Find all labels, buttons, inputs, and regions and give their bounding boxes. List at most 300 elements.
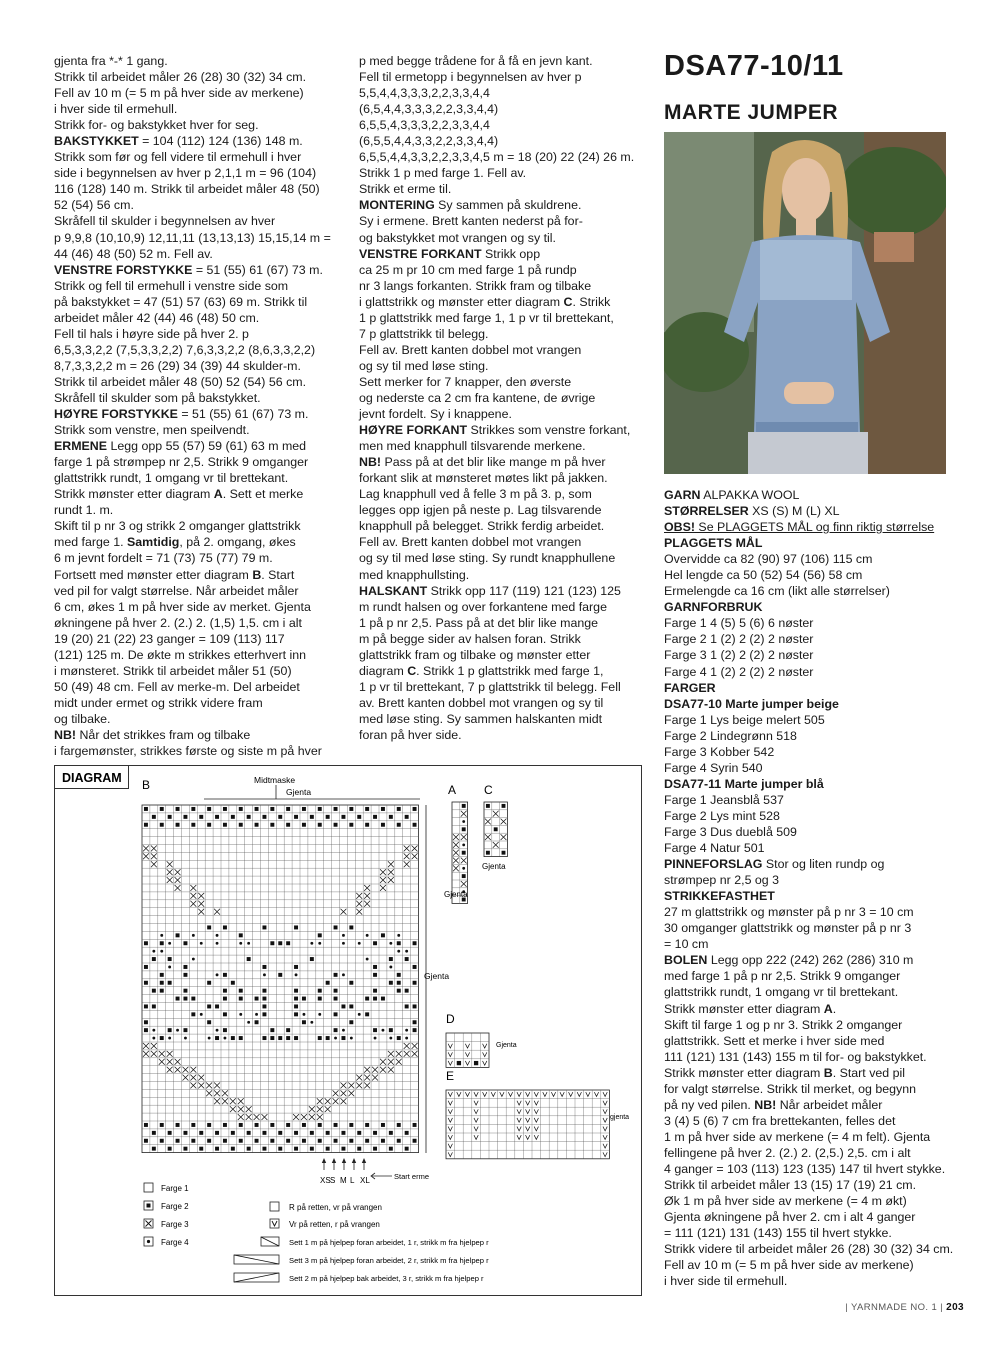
size-label-m: M — [340, 1176, 347, 1185]
text-run: farge 1 på strømpep nr 2,5. Strikk 9 omganger — [54, 455, 309, 470]
size-label-xl: XL — [360, 1176, 370, 1185]
text-run: økningene på hver 2. (2.) 2. (1,5) 1,5. cm i alt — [54, 615, 302, 630]
text-run: Se PLAGGETS MÅL og finn riktig størrelse — [694, 520, 935, 535]
text-run: Farge 2 1 (2) 2 (2) 2 nøster — [664, 632, 814, 647]
label-gjenta-top: Gjenta — [286, 787, 312, 797]
col1-line — [54, 518, 344, 534]
col3-line — [664, 1225, 964, 1241]
col1-line — [54, 181, 344, 197]
text-run: Farge 4 1 (2) 2 (2) 2 nøster — [664, 664, 814, 679]
label-b: B — [142, 778, 151, 792]
col3-line — [664, 1209, 964, 1225]
text-run: Strikk som venstre, men speilvendt. — [54, 423, 250, 438]
col3-line — [664, 503, 964, 519]
text-run: Strikk opp 117 (119) 121 (123) 125 — [427, 583, 621, 598]
col2-line — [359, 133, 649, 149]
text-column-1 — [54, 53, 344, 759]
col1-line — [54, 85, 344, 101]
col1-line — [54, 326, 344, 342]
text-run: . Start ved pil — [832, 1065, 906, 1080]
text-run: = 10 cm — [664, 937, 709, 952]
col2-line — [359, 615, 649, 631]
col2-line — [359, 679, 649, 695]
text-run: OBS! — [664, 520, 695, 535]
col3-line — [664, 872, 964, 888]
col2-line — [359, 213, 649, 229]
text-run: FARGER — [664, 680, 716, 695]
col1-line — [54, 310, 344, 326]
col2-line — [359, 165, 649, 181]
col3-line — [664, 952, 964, 968]
text-run: . — [832, 1001, 837, 1016]
text-run: 5,5,4,4,3,3,3,2,2,3,3,4,4 — [359, 86, 490, 101]
text-run: Strikk til arbeidet måler 13 (15) 17 (19) 21 cm. — [664, 1178, 917, 1193]
col3-line — [664, 647, 964, 663]
text-run: 1 på p nr 2,5. Pass på at det blir like mange — [359, 615, 599, 630]
chart-d-grid — [446, 1033, 489, 1067]
text-run: m rundt halsen og over forkantene med farge — [359, 599, 607, 614]
text-run: med farge 1. — [54, 535, 128, 550]
text-run: Strikk mønster etter diagram — [664, 1065, 824, 1080]
col1-line — [54, 502, 344, 518]
col3-line — [664, 1177, 964, 1193]
col2-line — [359, 117, 649, 133]
col1-line — [54, 230, 344, 246]
text-run: , på 2. omgang, økes — [179, 535, 296, 550]
text-run: p med begge trådene for å få en jevn kant. — [359, 54, 593, 68]
text-run: Strikk for- og bakstykket hver for seg. — [54, 118, 259, 133]
col2-line — [359, 85, 649, 101]
text-run: foran på hver side. — [359, 727, 462, 742]
text-run: Overvidde ca 82 (90) 97 (106) 115 cm — [664, 552, 873, 567]
col1-line — [54, 695, 344, 711]
col3-line — [664, 1241, 964, 1257]
text-run: i glattstrikk og mønster etter diagram — [359, 294, 564, 309]
col1-line — [54, 69, 344, 85]
col1-line — [54, 422, 344, 438]
text-run: i hver side til ermehull. — [54, 102, 178, 117]
text-run: Når arbeidet måler — [776, 1097, 883, 1112]
text-run: Strikk 1 p med farge 1. Fell av. — [359, 166, 527, 181]
size-label-xs: XS — [320, 1176, 331, 1185]
label-gjenta-e: gjenta — [610, 1114, 630, 1121]
text-run: . Sett et merke — [222, 487, 304, 502]
text-run: GARN — [664, 488, 701, 502]
text-run: VENSTRE FORKANT — [359, 246, 482, 261]
text-run: gjenta fra *-* 1 gang. — [54, 54, 168, 68]
text-run: Strikk et erme til. — [359, 182, 452, 197]
text-run: knapphull på belegget. Strikk ferdig arbeidet. — [359, 519, 605, 534]
chart-a-grid — [452, 802, 468, 903]
text-run: Farge 4 Syrin 540 — [664, 760, 763, 775]
text-run: 116 (128) 140 m. Strikk til arbeidet måler 48 (50) — [54, 182, 320, 197]
text-run: 6 cm, økes 1 m på hver side av merket. Gjenta — [54, 599, 311, 614]
col1-line — [54, 165, 344, 181]
col2-line — [359, 711, 649, 727]
col3-line — [664, 680, 964, 696]
label-midtmaske: Midtmaske — [254, 775, 296, 785]
text-run: 6,5,3,3,2,2 (7,5,3,3,2,2) 7,6,3,3,2,2 (8,6,3,3,2,2) — [54, 342, 316, 357]
col1-line — [54, 663, 344, 679]
text-run: GARNFORBRUK — [664, 600, 763, 615]
col3-line — [664, 776, 964, 792]
col2-line — [359, 262, 649, 278]
text-run: Pass på at det blir like mange m på hver — [381, 455, 606, 470]
diagram-heading: DIAGRAM — [62, 771, 122, 785]
text-run: NB! — [359, 455, 382, 470]
label-start-erme: Start erme — [394, 1172, 430, 1181]
plant-leaves — [839, 147, 946, 237]
text-run: VENSTRE FORSTYKKE — [54, 262, 193, 277]
text-run: ALPAKKA WOOL — [700, 488, 800, 502]
plant-pot — [874, 232, 914, 262]
text-run: Lag knapphull ved å felle 3 m på 3. p, som — [359, 487, 592, 502]
legend-farge3: Farge 3 — [161, 1220, 189, 1229]
col1-line — [54, 631, 344, 647]
col3-line — [664, 1065, 964, 1081]
text-run: NB! — [54, 727, 77, 742]
text-run: i fargemønster, strikkes første og siste m på hver — [54, 744, 322, 759]
col3-line — [664, 1113, 964, 1129]
col2-line — [359, 438, 649, 454]
chart-e-grid — [446, 1090, 609, 1159]
text-run: B — [823, 1065, 833, 1080]
text-run: Sett merker for 7 knapper, den øverste — [359, 374, 572, 389]
text-run: 19 (20) 21 (22) 23 ganger = 109 (113) 117 — [54, 631, 285, 646]
text-run: Farge 3 Dus dueblå 509 — [664, 824, 797, 839]
col3-line — [664, 920, 964, 936]
text-column-3 — [664, 487, 964, 1289]
col1-line — [54, 583, 344, 599]
col3-line — [664, 888, 964, 904]
text-run: rundt 1. m. — [54, 503, 114, 518]
col1-line — [54, 727, 344, 743]
text-run: Strikk og fell til ermehull i venstre side som — [54, 278, 289, 293]
col3-line — [664, 744, 964, 760]
col3-line — [664, 1097, 964, 1113]
text-run: Farge 4 Natur 501 — [664, 841, 765, 856]
col3-line — [664, 968, 964, 984]
page-footer — [845, 1302, 964, 1313]
col2-line — [359, 454, 649, 470]
text-run: 1 p glattstrikk med farge 1, 1 p vr til brettekant, — [359, 310, 614, 325]
text-run: Gjenta økningene på hver 2. cm i alt 4 ganger — [664, 1210, 916, 1225]
text-run: ca 25 m pr 10 cm med farge 1 på rundp — [359, 262, 577, 277]
size-label-l: L — [350, 1176, 355, 1185]
col3-line — [664, 824, 964, 840]
col3-line — [664, 1081, 964, 1097]
col3-line — [664, 1129, 964, 1145]
text-run: = 51 (55) 61 (67) 73 m. — [192, 262, 323, 277]
col2-line — [359, 518, 649, 534]
text-run: med farge 1 på p nr 2,5. Strikk 9 omganger — [664, 969, 901, 984]
text-run: DSA77-11 Marte jumper blå — [664, 776, 824, 791]
text-run: Farge 1 4 (5) 5 (6) 6 nøster — [664, 616, 814, 631]
text-run: Fell til ermetopp i begynnelsen av hver p — [359, 70, 582, 85]
text-run: BOLEN — [664, 953, 708, 968]
col3-line — [664, 840, 964, 856]
col1-line — [54, 342, 344, 358]
text-run: nr 3 langs forkanten. Strikk fram og tilbake — [359, 278, 592, 293]
label-gjenta-d: Gjenta — [496, 1042, 517, 1049]
text-run: ved pil for valgt størrelse. Når arbeidet måler — [54, 583, 299, 598]
col1-line — [54, 711, 344, 727]
text-run: Farge 3 Kobber 542 — [664, 744, 775, 759]
text-run: Skråfell til skulder i begynnelsen av hver — [54, 214, 276, 229]
text-run: A — [213, 487, 223, 502]
text-run: og tilbake. — [54, 711, 111, 726]
text-run: MONTERING — [359, 198, 435, 213]
col1-line — [54, 101, 344, 117]
text-run: 50 (49) 48 cm. Fell av merke-m. Del arbeidet — [54, 679, 300, 694]
legend-vr-pa-retten: Vr på retten, r på vrangen — [289, 1220, 380, 1229]
col1-line — [54, 567, 344, 583]
text-run: Fortsett med mønster etter diagram — [54, 567, 253, 582]
text-run: 6,5,5,4,4,3,3,2,2,3,3,4,5 m = 18 (20) 22 (24) 26 m. — [359, 150, 635, 165]
text-run: 4 ganger = 103 (113) 123 (135) 147 til hvert stykke. — [664, 1161, 946, 1176]
col2-line — [359, 486, 649, 502]
label-gjenta-a: Gjenta — [444, 890, 468, 899]
chart-b-grid — [142, 805, 419, 1153]
text-run: Ermelengde ca 16 cm (likt alle størrelser) — [664, 584, 890, 599]
col3-line — [664, 1001, 964, 1017]
text-run: med knapphullsting. — [359, 567, 470, 582]
text-run: forkant slik at mønsteret møtes likt på jakken. — [359, 471, 608, 486]
text-run: (6,5,5,4,4,3,3,2,2,3,3,4,4) — [359, 134, 499, 149]
col1-line — [54, 213, 344, 229]
text-run: på bakstykket = 47 (51) 57 (63) 69 m. Strikk til — [54, 294, 308, 309]
col2-line — [359, 599, 649, 615]
col3-line — [664, 760, 964, 776]
col3-line — [664, 792, 964, 808]
col1-line — [54, 438, 344, 454]
col3-line — [664, 599, 964, 615]
text-run: ERMENE — [54, 439, 108, 454]
col2-line — [359, 374, 649, 390]
col1-line — [54, 133, 344, 149]
col2-line — [359, 534, 649, 550]
col3-line — [664, 904, 964, 920]
col2-line — [359, 390, 649, 406]
page-number: 203 — [946, 1302, 964, 1313]
col1-line — [54, 550, 344, 566]
text-run: jevnt fordelt. Sy i knappene. — [359, 407, 512, 422]
col2-line — [359, 647, 649, 663]
text-run: glattstrikk rundt, 1 omgang vr til brettekant. — [54, 471, 289, 486]
text-run: m på begge sider av halsen foran. Strikk — [359, 631, 581, 646]
text-run: (121) 125 m. De økte m strikkes etterhvert inn — [54, 647, 307, 662]
label-a: A — [448, 783, 457, 797]
text-run: XS (S) M (L) XL — [748, 504, 840, 519]
text-run: PINNEFORSLAG — [664, 857, 763, 872]
col2-line — [359, 53, 649, 69]
col2-line — [359, 502, 649, 518]
col1-line — [54, 599, 344, 615]
col2-line — [359, 358, 649, 374]
col3-line — [664, 936, 964, 952]
col2-line — [359, 342, 649, 358]
col3-line — [664, 1257, 964, 1273]
col3-line — [664, 519, 964, 535]
legend-farge2: Farge 2 — [161, 1202, 189, 1211]
text-run: Sy sammen på skuldrene. — [434, 198, 582, 213]
col2-line — [359, 583, 649, 599]
text-run: = 51 (55) 61 (67) 73 m. — [177, 407, 309, 422]
text-run: midt under ermet og strikk videre fram — [54, 695, 263, 710]
text-run: men med knapphull tilsvarende merkene. — [359, 439, 586, 454]
col2-line — [359, 470, 649, 486]
text-run: strømpep nr 2,5 og 3 — [664, 873, 780, 888]
text-run: Skift til p nr 3 og strikk 2 omganger glattstrikk — [54, 519, 301, 534]
legend-sett2: Sett 2 m på hjelpep bak arbeidet, 3 r, strikk m fra hjelpep r — [289, 1274, 484, 1283]
col2-line — [359, 663, 649, 679]
text-run: i mønsteret. Strikk til arbeidet måler 51 (50) — [54, 663, 292, 678]
text-run: på ny ved pilen. — [664, 1097, 755, 1112]
col2-line — [359, 294, 649, 310]
col1-line — [54, 374, 344, 390]
col1-line — [54, 390, 344, 406]
text-run: Øk 1 m på hver side av merkene (= 4 m økt) — [664, 1194, 907, 1209]
text-run: C — [563, 294, 573, 309]
model-arm — [784, 382, 834, 404]
col2-line — [359, 727, 649, 743]
text-run: Farge 2 Lys mint 528 — [664, 808, 780, 823]
size-arrows — [320, 1158, 392, 1185]
col3-line — [664, 1033, 964, 1049]
text-run: Skift til farge 1 og p nr 3. Strikk 2 omganger — [664, 1017, 903, 1032]
text-run: Strikk opp — [481, 246, 541, 261]
col2-line — [359, 149, 649, 165]
text-run: STRIKKEFASTHET — [664, 889, 775, 904]
text-run: glattstrikk rundt, 1 omgang vr til brettekant. — [664, 985, 899, 1000]
text-run: Fell av 10 m (= 5 m på hver side av merkene) — [664, 1258, 914, 1273]
col3-line — [664, 984, 964, 1000]
text-run: A — [823, 1001, 833, 1016]
text-run: Farge 2 Lindegrønn 518 — [664, 728, 797, 743]
text-run: 6 m jevnt fordelt = 71 (73) 75 (77) 79 m. — [54, 551, 273, 566]
col2-line — [359, 326, 649, 342]
text-run: Legg opp 222 (242) 262 (286) 310 m — [707, 953, 914, 968]
text-run: 30 omganger glattstrikk og mønster på p nr 3 — [664, 921, 912, 936]
text-run: Skråfell til skulder som på bakstykket. — [54, 390, 261, 405]
legend-r-pa-retten: R på retten, vr på vrangen — [289, 1203, 382, 1212]
text-run: 7 p glattstrikk til belegg. — [359, 326, 489, 341]
text-run: Fell av. Brett kanten dobbel mot vrangen — [359, 535, 582, 550]
col1-line — [54, 615, 344, 631]
label-gjenta-c: Gjenta — [482, 862, 506, 871]
col1-line — [54, 470, 344, 486]
legend-farge4: Farge 4 — [161, 1238, 189, 1247]
text-run: 27 m glattstrikk og mønster på p nr 3 = 10 cm — [664, 905, 914, 920]
text-run: Strikk til arbeidet måler 48 (50) 52 (54) 56 cm. — [54, 374, 307, 389]
col2-line — [359, 310, 649, 326]
text-run: PLAGGETS MÅL — [664, 536, 763, 551]
text-run: 111 (121) 131 (143) 155 m til for- og bakstykket. — [664, 1049, 927, 1064]
legend-farge1: Farge 1 — [161, 1184, 189, 1193]
col2-line — [359, 278, 649, 294]
text-run: . Start — [261, 567, 295, 582]
col3-line — [664, 696, 964, 712]
text-run: 52 (54) 56 cm. — [54, 198, 134, 213]
text-run: for valgt størrelse. Strikk til merket, og begynn — [664, 1081, 917, 1096]
pattern-title: MARTE JUMPER — [664, 101, 839, 124]
sweater-band — [756, 422, 858, 432]
text-run: Når det strikkes fram og tilbake — [76, 727, 251, 742]
col3-line — [664, 1017, 964, 1033]
model-skirt — [748, 432, 868, 474]
text-run: og bakstykket mot vrangen og sy til. — [359, 230, 556, 245]
text-run: Sy i ermene. Brett kanten nederst på for- — [359, 214, 583, 229]
text-run: 1 m på hver side av merkene (= 4 m felt). Gjenta — [664, 1129, 931, 1144]
col2-line — [359, 197, 649, 213]
text-run: = 111 (121) 131 (143) 155 til hvert stykke. — [664, 1226, 892, 1241]
text-run: Farge 3 1 (2) 2 (2) 2 nøster — [664, 648, 814, 663]
text-run: B — [252, 567, 262, 582]
col3-line — [664, 583, 964, 599]
label-gjenta-right: Gjenta — [424, 971, 450, 981]
text-run: og nederste ca 2 cm fra kantene, de øvrige — [359, 390, 596, 405]
col2-line — [359, 422, 649, 438]
text-run: Strikk videre til arbeidet måler 26 (28) 30 (32) 34 cm. — [664, 1242, 954, 1257]
col1-line — [54, 358, 344, 374]
sweater-yoke-pattern — [760, 240, 852, 300]
text-run: Samtidig — [127, 535, 180, 550]
col1-line — [54, 246, 344, 262]
col1-line — [54, 679, 344, 695]
col2-line — [359, 631, 649, 647]
text-run: Strikk til arbeidet måler 26 (28) 30 (32) 34 cm. — [54, 70, 307, 85]
col1-line — [54, 117, 344, 133]
text-run: Fell til hals i høyre side på hver 2. p — [54, 326, 249, 341]
text-run: HØYRE FORKANT — [359, 423, 468, 438]
col2-line — [359, 230, 649, 246]
col3-line — [664, 1049, 964, 1065]
chart-c-grid — [484, 802, 507, 857]
col3-line — [664, 567, 964, 583]
col1-line — [54, 454, 344, 470]
col3-line — [664, 615, 964, 631]
col1-line — [54, 486, 344, 502]
col3-line — [664, 1161, 964, 1177]
col1-line — [54, 53, 344, 69]
text-run: og sy til med løse sting. — [359, 358, 489, 373]
text-run: arbeidet måler 42 (44) 46 (48) 50 cm. — [54, 310, 260, 325]
text-run: = 104 (112) 124 (136) 148 m. — [138, 134, 303, 149]
text-run: 3 (4) 5 (6) 7 cm fra brettekanten, felles det — [664, 1113, 896, 1128]
text-run: diagram — [359, 663, 408, 678]
text-run: p 9,9,8 (10,10,9) 12,11,11 (13,13,13) 15,15,14 m = — [54, 230, 331, 245]
col2-line — [359, 101, 649, 117]
label-e: E — [446, 1069, 455, 1083]
text-run: Hel lengde ca 50 (52) 54 (56) 58 cm — [664, 568, 863, 583]
text-run: Strikkes som venstre forkant, — [467, 423, 631, 438]
col1-line — [54, 278, 344, 294]
text-run: 1 p vr til brettekant, 7 p glattstrikk til belegg. Fell — [359, 679, 621, 694]
text-run: Farge 1 Lys beige melert 505 — [664, 712, 825, 727]
col1-line — [54, 197, 344, 213]
text-run: DSA77-10 Marte jumper beige — [664, 696, 839, 711]
col2-line — [359, 550, 649, 566]
text-run: av. Brett kanten dobbel mot vrangen og sy til — [359, 695, 604, 710]
text-run: Fell av 10 m (= 5 m på hver side av merkene) — [54, 86, 304, 101]
col2-line — [359, 406, 649, 422]
model-face — [782, 158, 830, 222]
col3-line — [664, 712, 964, 728]
text-run: Strikk mønster etter diagram — [54, 487, 214, 502]
model-photo — [664, 132, 946, 474]
diagram-box — [54, 765, 642, 1296]
text-run: side i begynnelsen av hver p 2,1,1 m = 96 (104) — [54, 166, 317, 181]
